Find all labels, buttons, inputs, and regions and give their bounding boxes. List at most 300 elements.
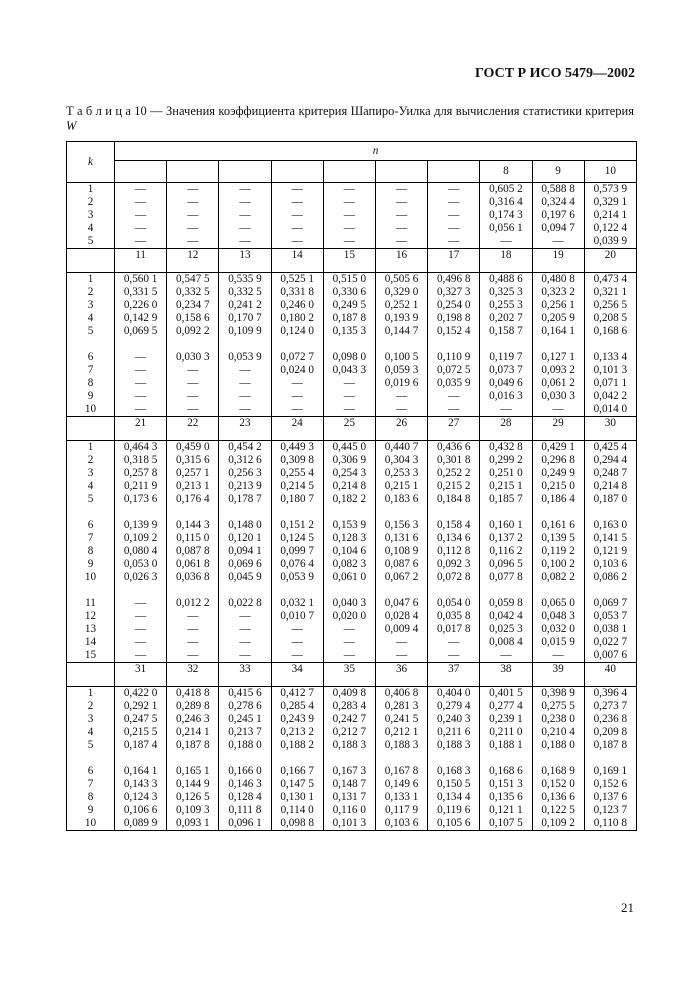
coefficient-value: 0,158 6 [176, 312, 210, 324]
k-column-header: k [67, 142, 115, 183]
coefficient-value: 0,120 1 [228, 532, 262, 544]
coefficient-value: 0,100 5 [384, 351, 419, 363]
coefficient-value: 0,296 8 [541, 454, 575, 466]
coefficient-value: 0,094 1 [228, 545, 262, 557]
coefficient-value: 0,187 8 [332, 312, 367, 324]
coefficient-value: 0,226 0 [123, 299, 158, 311]
coefficient-value: — [395, 390, 408, 402]
n-value-header: 35 [323, 663, 375, 687]
coefficient-value: 0,327 3 [436, 286, 471, 298]
k-index: 4 [87, 480, 94, 492]
coefficient-column [584, 441, 636, 663]
coefficient-value: 0,325 3 [489, 286, 523, 298]
n-value-header [271, 161, 323, 183]
k-index: 4 [87, 312, 94, 324]
n-value-header: 16 [375, 249, 427, 273]
n-value-header: 19 [532, 249, 584, 273]
coefficient-value: 0,167 8 [384, 765, 419, 777]
coefficient-value: — [187, 649, 199, 661]
coefficient-value: 0,121 1 [489, 804, 523, 816]
coefficient-column [271, 183, 323, 249]
coefficient-value: 0,146 3 [228, 778, 262, 790]
coefficient-value: 0,036 8 [176, 571, 210, 583]
coefficient-value: 0,101 3 [332, 817, 367, 829]
coefficient-column [532, 441, 584, 663]
coefficient-value: — [395, 196, 408, 208]
k-index: 6 [87, 765, 94, 777]
coefficient-value: — [291, 390, 303, 402]
coefficient-value: 0,035 8 [436, 610, 471, 622]
k-index: 2 [87, 700, 94, 712]
coefficient-column [480, 687, 532, 831]
coefficient-column [375, 183, 427, 249]
coefficient-value: — [187, 390, 199, 402]
k-index: 7 [87, 532, 94, 544]
coefficient-value: 0,007 6 [593, 649, 628, 661]
coefficient-value: — [395, 403, 408, 415]
coefficient-value: 0,014 0 [593, 403, 628, 415]
coefficient-value: 0,535 9 [228, 273, 262, 285]
coefficient-value: 0,488 6 [489, 273, 523, 285]
k-index: 3 [87, 467, 94, 479]
coefficient-value: — [448, 636, 460, 648]
coefficient-value: 0,239 1 [489, 713, 523, 725]
coefficient-value: 0,184 8 [436, 493, 471, 505]
k-index: 5 [87, 739, 94, 751]
coefficient-value: 0,151 3 [489, 778, 523, 790]
coefficient-value: 0,107 5 [489, 817, 523, 829]
coefficient-value: 0,106 6 [123, 804, 158, 816]
coefficient-value: 0,086 2 [593, 571, 628, 583]
k-index: 2 [87, 454, 94, 466]
k-index-cell [67, 441, 115, 663]
coefficient-value: — [187, 364, 199, 376]
coefficient-column [323, 687, 375, 831]
coefficient-value: 0,128 4 [228, 791, 262, 803]
k-index: 1 [87, 273, 94, 285]
coefficient-value: 0,017 8 [436, 623, 471, 635]
coefficient-column [115, 441, 167, 663]
coefficient-value: 0,012 2 [176, 597, 210, 609]
n-value-header: 17 [428, 249, 480, 273]
n-value-header: 20 [584, 249, 636, 273]
coefficient-value: 0,283 4 [332, 700, 367, 712]
coefficient-value: 0,136 6 [541, 791, 575, 803]
coefficient-value: 0,119 7 [489, 351, 523, 363]
coefficient-value: 0,093 1 [176, 817, 210, 829]
coefficient-value: 0,148 7 [332, 778, 367, 790]
coefficient-column [323, 183, 375, 249]
coefficient-value: — [187, 403, 199, 415]
coefficient-value: — [239, 209, 251, 221]
coefficient-value: 0,215 2 [436, 480, 471, 492]
coefficient-value: 0,087 8 [176, 545, 210, 557]
coefficient-value: 0,257 8 [123, 467, 158, 479]
n-value-header: 29 [532, 417, 584, 441]
coefficient-value: 0,147 5 [280, 778, 314, 790]
k-index: 5 [87, 235, 94, 247]
coefficient-value: 0,213 1 [176, 480, 210, 492]
k-index: 8 [87, 545, 94, 557]
coefficient-value: — [239, 623, 251, 635]
coefficient-value: 0,178 7 [228, 493, 262, 505]
coefficient-value: 0,069 7 [593, 597, 628, 609]
coefficient-value: 0,279 4 [436, 700, 471, 712]
coefficient-value: 0,174 3 [489, 209, 523, 221]
k-blank-cell [67, 249, 115, 273]
coefficient-value: 0,098 8 [280, 817, 314, 829]
page-number: 21 [621, 900, 634, 915]
coefficient-value: 0,067 2 [384, 571, 419, 583]
coefficient-column [532, 273, 584, 417]
document-header: ГОСТ Р ИСО 5479—2002 [474, 66, 635, 81]
k-index: 1 [87, 183, 94, 195]
n-value-header: 22 [167, 417, 219, 441]
coefficient-value: — [291, 196, 303, 208]
coefficient-value: 0,072 7 [280, 351, 314, 363]
coefficient-column [167, 183, 219, 249]
coefficient-value: 0,008 4 [489, 636, 523, 648]
coefficient-value: — [291, 636, 303, 648]
coefficient-value: — [291, 623, 303, 635]
coefficient-value: 0,188 3 [436, 739, 471, 751]
coefficient-value: — [187, 636, 199, 648]
coefficient-value: 0,142 9 [123, 312, 158, 324]
coefficient-column [271, 441, 323, 663]
coefficient-column [584, 183, 636, 249]
coefficient-value: 0,148 0 [228, 519, 262, 531]
coefficient-value: — [343, 183, 355, 195]
coefficient-value: — [291, 209, 303, 221]
coefficient-value: — [239, 649, 251, 661]
coefficient-value: 0,105 6 [436, 817, 471, 829]
n-value-header: 26 [375, 417, 427, 441]
coefficient-value: 0,112 8 [437, 545, 471, 557]
coefficient-value: 0,464 3 [123, 441, 158, 453]
coefficient-value: 0,182 2 [332, 493, 367, 505]
coefficient-value: 0,429 1 [541, 441, 575, 453]
coefficient-value: 0,141 5 [593, 532, 628, 544]
n-value-header: 40 [584, 663, 636, 687]
k-index: 14 [84, 636, 97, 648]
coefficient-value: 0,605 2 [489, 183, 523, 195]
coefficient-value: — [239, 377, 251, 389]
coefficient-column [480, 441, 532, 663]
coefficient-value: — [135, 610, 147, 622]
coefficient-value: 0,151 2 [280, 519, 314, 531]
coefficient-value: 0,153 9 [332, 519, 367, 531]
coefficient-value: — [500, 403, 512, 415]
coefficient-value: 0,211 9 [124, 480, 158, 492]
coefficient-value: 0,256 3 [228, 467, 262, 479]
coefficient-value: — [239, 222, 251, 234]
coefficient-value: 0,316 4 [489, 196, 523, 208]
coefficient-value: 0,114 0 [280, 804, 314, 816]
coefficient-value: 0,164 1 [541, 325, 575, 337]
coefficient-value: 0,215 1 [384, 480, 419, 492]
coefficient-value: 0,193 9 [384, 312, 419, 324]
coefficient-value: 0,208 5 [593, 312, 628, 324]
coefficient-value: 0,056 1 [489, 222, 523, 234]
coefficient-value: 0,213 7 [228, 726, 262, 738]
coefficient-column [219, 687, 271, 831]
coefficient-value: 0,180 7 [280, 493, 314, 505]
coefficient-value: 0,251 0 [489, 467, 523, 479]
coefficient-value: — [135, 636, 147, 648]
coefficient-value: 0,152 0 [541, 778, 575, 790]
n-value-header [115, 161, 167, 183]
coefficient-value: — [239, 196, 251, 208]
coefficient-value: 0,135 6 [489, 791, 523, 803]
coefficient-value: — [135, 403, 147, 415]
coefficient-value: 0,396 4 [593, 687, 628, 699]
coefficient-value: 0,110 8 [593, 817, 627, 829]
coefficient-value: 0,166 7 [280, 765, 314, 777]
coefficient-value: 0,093 2 [541, 364, 575, 376]
coefficient-value: 0,026 3 [123, 571, 158, 583]
k-index: 3 [87, 713, 94, 725]
coefficient-value: — [343, 196, 355, 208]
n-value-header: 30 [584, 417, 636, 441]
k-index: 2 [87, 286, 94, 298]
coefficient-value: 0,109 2 [123, 532, 158, 544]
coefficient-value: — [448, 403, 460, 415]
coefficient-value: 0,053 0 [123, 558, 158, 570]
coefficient-value: 0,025 3 [489, 623, 523, 635]
coefficient-column [219, 441, 271, 663]
coefficient-value: 0,173 6 [123, 493, 158, 505]
n-value-header: 33 [219, 663, 271, 687]
n-value-header: 18 [480, 249, 532, 273]
coefficient-value: 0,176 4 [176, 493, 210, 505]
coefficient-value: — [187, 610, 199, 622]
coefficient-value: — [135, 390, 147, 402]
coefficient-value: 0,156 3 [384, 519, 419, 531]
coefficient-value: 0,135 3 [332, 325, 367, 337]
n-value-header: 34 [271, 663, 323, 687]
coefficient-value: 0,089 9 [123, 817, 158, 829]
coefficient-value: 0,449 3 [280, 441, 314, 453]
coefficient-value: — [291, 222, 303, 234]
coefficient-column [115, 273, 167, 417]
coefficient-column [167, 441, 219, 663]
k-index: 4 [87, 726, 94, 738]
coefficient-value: — [135, 597, 147, 609]
n-value-header: 36 [375, 663, 427, 687]
coefficient-value: 0,094 7 [541, 222, 575, 234]
coefficient-value: 0,082 3 [332, 558, 367, 570]
coefficient-value: 0,096 5 [489, 558, 523, 570]
coefficient-value: — [448, 196, 460, 208]
n-value-header [428, 161, 480, 183]
coefficient-value: 0,289 8 [176, 700, 210, 712]
coefficient-value: 0,412 7 [280, 687, 314, 699]
coefficient-value: — [448, 183, 460, 195]
coefficient-value: 0,332 5 [228, 286, 262, 298]
coefficient-value: 0,299 2 [489, 454, 523, 466]
coefficient-value: — [552, 235, 564, 247]
coefficient-column [428, 273, 480, 417]
coefficient-value: 0,214 5 [280, 480, 314, 492]
coefficient-value: 0,045 9 [228, 571, 262, 583]
coefficient-value: 0,188 3 [384, 739, 419, 751]
coefficient-value: 0,111 8 [228, 804, 262, 816]
coefficient-value: 0,211 6 [437, 726, 471, 738]
coefficient-value: 0,077 8 [489, 571, 523, 583]
k-index: 3 [87, 299, 94, 311]
coefficient-column [323, 441, 375, 663]
n-value-header: 8 [480, 161, 532, 183]
coefficient-value: 0,152 6 [593, 778, 628, 790]
coefficient-value: 0,165 1 [176, 765, 210, 777]
k-index: 15 [84, 649, 97, 661]
coefficient-value: 0,275 5 [541, 700, 575, 712]
coefficient-value: 0,525 1 [280, 273, 314, 285]
coefficient-value: — [395, 183, 408, 195]
coefficient-column [375, 441, 427, 663]
coefficient-value: 0,197 6 [541, 209, 575, 221]
coefficient-value: 0,061 0 [332, 571, 367, 583]
coefficient-value: 0,294 4 [593, 454, 628, 466]
coefficient-value: 0,292 1 [123, 700, 158, 712]
coefficient-value: — [187, 183, 199, 195]
coefficient-column [115, 687, 167, 831]
coefficient-value: 0,253 3 [384, 467, 419, 479]
coefficient-value: 0,054 0 [436, 597, 471, 609]
coefficient-value: 0,252 1 [384, 299, 419, 311]
coefficient-value: 0,130 1 [280, 791, 314, 803]
coefficient-value: 0,198 8 [436, 312, 471, 324]
coefficient-value: 0,166 0 [228, 765, 262, 777]
n-value-header [323, 161, 375, 183]
coefficient-value: 0,134 6 [436, 532, 471, 544]
n-value-header: 39 [532, 663, 584, 687]
coefficient-value: 0,445 0 [332, 441, 367, 453]
coefficient-value: 0,092 2 [176, 325, 210, 337]
coefficient-value: 0,137 2 [489, 532, 523, 544]
coefficient-column [323, 273, 375, 417]
coefficient-value: — [395, 209, 408, 221]
coefficient-value: 0,234 7 [176, 299, 210, 311]
coefficient-value: 0,183 6 [384, 493, 419, 505]
coefficient-value: 0,249 5 [332, 299, 367, 311]
coefficient-value: 0,254 0 [436, 299, 471, 311]
coefficient-value: 0,242 7 [332, 713, 367, 725]
coefficient-value: 0,241 5 [384, 713, 419, 725]
coefficient-value: — [291, 183, 303, 195]
coefficient-value: 0,187 0 [593, 493, 628, 505]
coefficient-value: — [187, 196, 199, 208]
k-index: 6 [87, 519, 94, 531]
k-index: 9 [87, 390, 94, 402]
coefficient-value: 0,131 6 [384, 532, 419, 544]
coefficient-value: 0,009 4 [384, 623, 419, 635]
coefficient-value: 0,254 3 [332, 467, 367, 479]
coefficient-value: 0,415 6 [228, 687, 262, 699]
coefficient-column [219, 183, 271, 249]
coefficient-value: 0,515 0 [332, 273, 367, 285]
coefficient-value: 0,038 1 [593, 623, 628, 635]
coefficient-column [375, 273, 427, 417]
coefficient-value: 0,048 3 [541, 610, 575, 622]
coefficient-value: 0,087 6 [384, 558, 419, 570]
coefficient-column [115, 183, 167, 249]
coefficient-value: 0,134 4 [436, 791, 471, 803]
coefficient-value: — [395, 235, 408, 247]
n-value-header: 10 [584, 161, 636, 183]
coefficient-value: 0,133 1 [384, 791, 419, 803]
coefficient-value: 0,109 9 [228, 325, 262, 337]
coefficient-value: 0,121 9 [593, 545, 628, 557]
n-value-header: 31 [115, 663, 167, 687]
coefficient-value: 0,035 9 [436, 377, 471, 389]
k-index: 10 [84, 403, 97, 415]
coefficient-value: 0,252 2 [436, 467, 471, 479]
coefficient-value: — [135, 235, 147, 247]
coefficient-value: 0,409 8 [332, 687, 367, 699]
coefficient-value: 0,401 5 [489, 687, 523, 699]
coefficient-value: 0,030 3 [541, 390, 575, 402]
coefficient-value: 0,099 7 [280, 545, 314, 557]
n-value-header: 12 [167, 249, 219, 273]
coefficient-value: 0,104 6 [332, 545, 367, 557]
coefficient-value: 0,214 8 [332, 480, 367, 492]
coefficient-value: 0,100 2 [541, 558, 575, 570]
coefficient-value: — [239, 183, 251, 195]
coefficient-value: 0,069 6 [228, 558, 262, 570]
coefficient-value: 0,010 7 [280, 610, 314, 622]
coefficient-value: 0,122 4 [593, 222, 628, 234]
k-index: 10 [84, 571, 97, 583]
coefficient-value: 0,053 7 [593, 610, 628, 622]
n-value-header: 24 [271, 417, 323, 441]
table-row [67, 441, 637, 663]
coefficient-value: — [343, 636, 355, 648]
coefficient-value: 0,215 0 [541, 480, 575, 492]
n-value-header: 21 [115, 417, 167, 441]
coefficient-value: 0,188 0 [541, 739, 575, 751]
coefficient-value: — [343, 209, 355, 221]
n-value-header: 32 [167, 663, 219, 687]
coefficient-value: 0,127 1 [541, 351, 575, 363]
coefficient-value: 0,024 0 [280, 364, 314, 376]
n-value-header: 25 [323, 417, 375, 441]
coefficient-value: 0,109 2 [541, 817, 575, 829]
coefficient-value: 0,240 3 [436, 713, 471, 725]
coefficient-value: 0,117 9 [384, 804, 419, 816]
coefficient-value: 0,255 3 [489, 299, 523, 311]
coefficient-value: 0,332 5 [176, 286, 210, 298]
k-index: 5 [87, 325, 94, 337]
coefficient-value: 0,169 1 [593, 765, 628, 777]
coefficient-value: 0,212 1 [384, 726, 419, 738]
coefficient-value: 0,278 6 [228, 700, 262, 712]
coefficient-value: 0,042 2 [593, 390, 628, 402]
coefficient-value: 0,122 5 [541, 804, 575, 816]
coefficient-value: 0,330 6 [332, 286, 367, 298]
coefficient-value: — [448, 649, 460, 661]
caption-variable: W [66, 119, 77, 133]
k-index: 1 [87, 441, 94, 453]
coefficient-value: 0,306 9 [332, 454, 367, 466]
coefficient-value: 0,139 5 [541, 532, 575, 544]
k-index-cell [67, 687, 115, 831]
coefficient-value: 0,214 1 [593, 209, 628, 221]
coefficient-value: 0,245 1 [228, 713, 262, 725]
coefficient-value: 0,418 8 [176, 687, 210, 699]
coefficient-value: 0,277 4 [489, 700, 523, 712]
k-index-cell [67, 183, 115, 249]
